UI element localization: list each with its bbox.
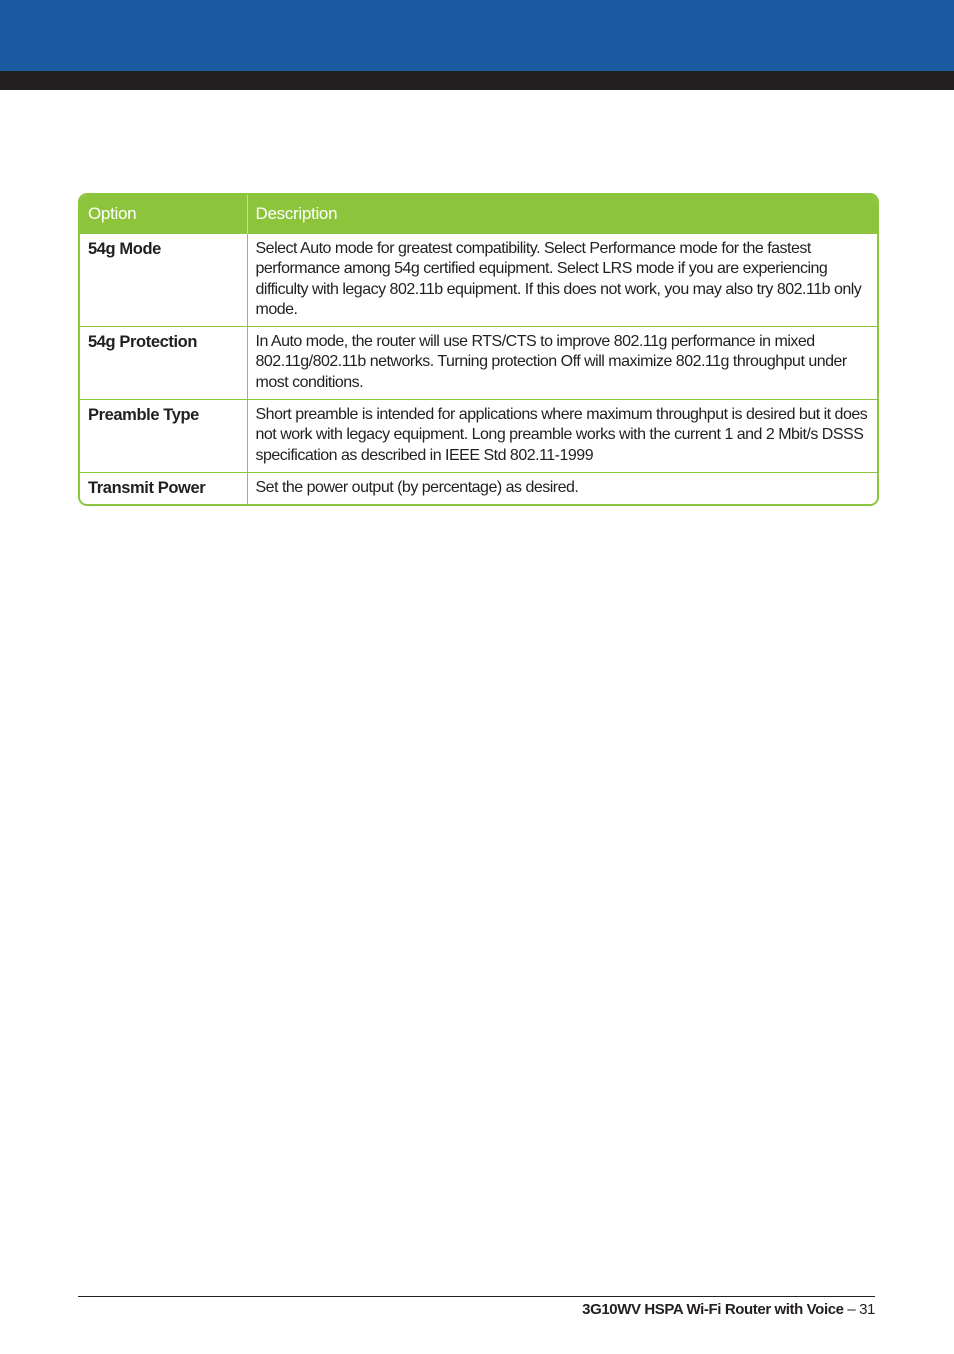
description-cell: Short preamble is intended for applications where maximum throughput is desired but it does not work with legacy equipment. Long preamble works with the current 1 and 2 Mbit/s DSSS specification as described in IEEE Std 802.11-1999 [247,400,877,473]
table-row [80,327,877,400]
table-row [80,400,877,473]
options-table [78,193,879,506]
table-header-row [80,195,877,234]
page-header-strip [0,71,954,90]
description-cell: Set the power output (by percentage) as desired. [247,472,877,504]
description-cell: Select Auto mode for greatest compatibility. Select Performance mode for the fastest performance among 54g certified equipment. Select LRS mode if you are experiencing difficulty with legacy 802.11b equipment. If this does not work, you may also try 802.11b only mode. [247,234,877,327]
page-footer [582,1301,875,1318]
option-cell: Transmit Power [80,472,247,504]
table-row [80,472,877,504]
table-row [80,234,877,327]
option-cell: Preamble Type [80,400,247,473]
description-cell: In Auto mode, the router will use RTS/CTS to improve 802.11g performance in mixed 802.11g/802.11b networks. Turning protection Off will maximize 802.11g throughput under most conditions. [247,327,877,400]
footer-separator: – [847,1301,856,1318]
footer-product-title: 3G10WV HSPA Wi-Fi Router with Voice [582,1301,844,1318]
option-cell: 54g Protection [80,327,247,400]
description-column-header: Description [247,195,877,234]
footer-divider [78,1296,875,1297]
option-cell: 54g Mode [80,234,247,327]
page-header-bar [0,0,954,71]
option-column-header: Option [80,195,247,234]
page-number: 31 [859,1301,875,1318]
